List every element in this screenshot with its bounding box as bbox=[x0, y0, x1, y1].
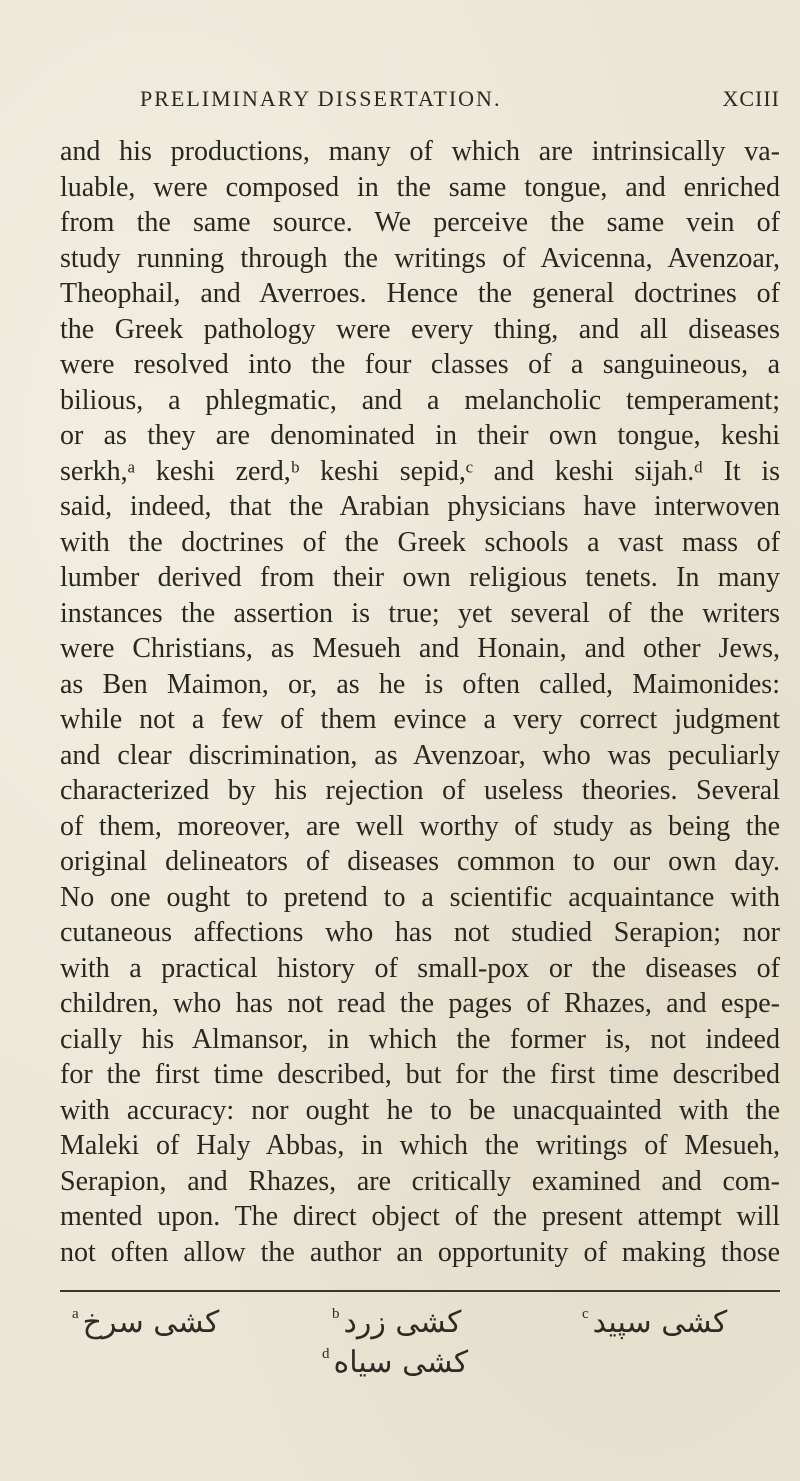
text-line: bilious, a phlegmatic, and a melancholic temperament; bbox=[60, 384, 780, 416]
footnotes bbox=[72, 1305, 772, 1395]
text-line: original delineators of diseases common to our own day. bbox=[60, 846, 780, 877]
footnote-mark: d bbox=[322, 1346, 330, 1362]
running-head bbox=[140, 86, 780, 120]
text-line: cutaneous affections who has not studied Serapion; nor bbox=[60, 917, 780, 948]
footnote-c bbox=[582, 1305, 727, 1340]
footnote-mark: a bbox=[72, 1306, 79, 1322]
footnote-text: كشى سياه bbox=[333, 1345, 469, 1380]
text-line: as Ben Maimon, or, as he is often called, Maimonides: bbox=[60, 668, 780, 700]
text-line: Theophail, and Averroes. Hence the general doctrines of bbox=[60, 278, 780, 309]
text-line: with the doctrines of the Greek schools a vast mass of bbox=[60, 526, 780, 558]
text-line: not often allow the author an opportunity of making those bbox=[60, 1236, 780, 1268]
text-line: for the first time described, but for the first time described bbox=[60, 1059, 780, 1090]
text-line: lumber derived from their own religious tenets. In many bbox=[60, 562, 780, 593]
page-number: XCIII bbox=[722, 86, 780, 111]
text-line: mented upon. The direct object of the present attempt will bbox=[60, 1201, 780, 1232]
text-line: instances the assertion is true; yet several of the writers bbox=[60, 597, 780, 629]
text-line: were Christians, as Mesueh and Honain, and other Jews, bbox=[60, 633, 780, 664]
text-line: Serapion, and Rhazes, are critically examined and com- bbox=[60, 1165, 780, 1197]
text-line: while not a few of them evince a very correct judgment bbox=[60, 704, 780, 735]
footnote-a bbox=[72, 1305, 219, 1340]
text-line: of them, moreover, are well worthy of study as being the bbox=[60, 810, 780, 842]
footnote-rule bbox=[60, 1290, 780, 1292]
text-line: or as they are denominated in their own tongue, keshi bbox=[60, 420, 780, 451]
body-text bbox=[60, 134, 780, 1270]
text-line: characterized by his rejection of useless theories. Several bbox=[60, 775, 780, 806]
footnote-text: كشى زرد bbox=[343, 1305, 462, 1340]
text-line: said, indeed, that the Arabian physicians have interwoven bbox=[60, 491, 780, 522]
text-line: luable, were composed in the same tongue, and enriched bbox=[60, 171, 780, 203]
footnote-text: كشى سپيد bbox=[592, 1305, 728, 1340]
footnote-d bbox=[322, 1345, 468, 1380]
footnote-mark: b bbox=[332, 1306, 340, 1322]
footnote-text: كشى سرخ bbox=[82, 1305, 220, 1340]
footnote-mark: c bbox=[582, 1306, 589, 1322]
text-line: No one ought to pretend to a scientific acquaintance with bbox=[60, 881, 780, 913]
text-line: the Greek pathology were every thing, and all diseases bbox=[60, 313, 780, 345]
text-line: serkh,ᵃ keshi zerd,ᵇ keshi sepid,ᶜ and keshi sijah.ᵈ It is bbox=[60, 455, 780, 487]
text-line: study running through the writings of Avicenna, Avenzoar, bbox=[60, 242, 780, 274]
text-line: children, who has not read the pages of Rhazes, and espe- bbox=[60, 988, 780, 1019]
text-line: and clear discrimination, as Avenzoar, who was peculiarly bbox=[60, 739, 780, 771]
text-line: and his productions, many of which are intrinsically va- bbox=[60, 136, 780, 167]
text-line: cially his Almansor, in which the former is, not indeed bbox=[60, 1023, 780, 1055]
text-line: with accuracy: nor ought he to be unacquainted with the bbox=[60, 1094, 780, 1126]
text-line: with a practical history of small-pox or the diseases of bbox=[60, 952, 780, 984]
running-head-title: PRELIMINARY DISSERTATION. bbox=[140, 86, 502, 111]
footnote-b bbox=[332, 1305, 461, 1340]
text-line: from the same source. We perceive the same vein of bbox=[60, 207, 780, 238]
text-line: were resolved into the four classes of a sanguineous, a bbox=[60, 349, 780, 380]
text-line: Maleki of Haly Abbas, in which the writings of Mesueh, bbox=[60, 1130, 780, 1161]
